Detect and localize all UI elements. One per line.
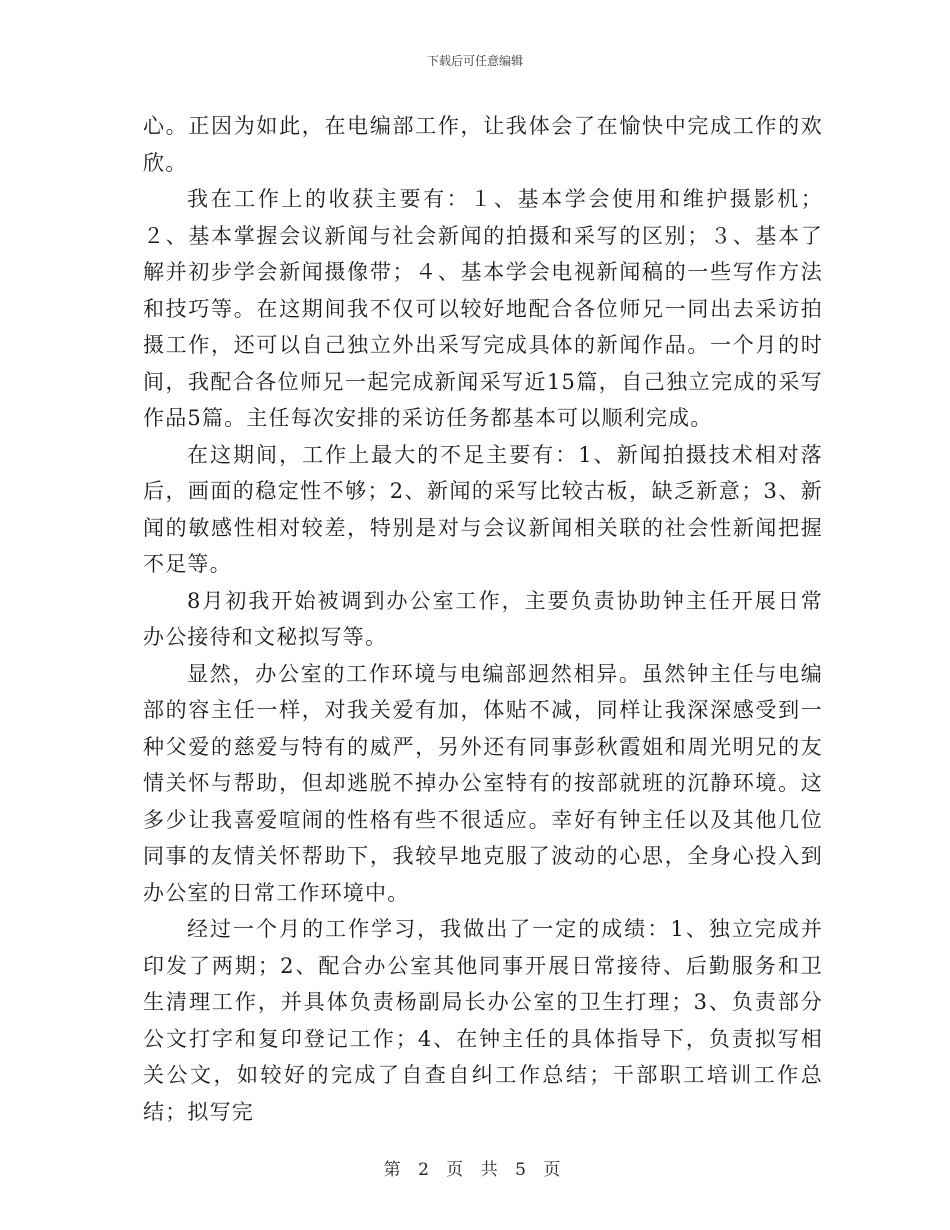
paragraph-1: 心。正因为如此，在电编部工作，让我体会了在愉快中完成工作的欢欣。	[143, 114, 823, 175]
page-number-footer: 第 2 页 共 5 页	[383, 1160, 567, 1180]
paragraph-3: 在这期间，工作上最大的不足主要有：1、新闻拍摄技术相对落后，画面的稳定性不够；2、新闻的采写比较古板，缺乏新意；3、新闻的敏感性相对较差，特别是对与会议新闻相关联的社会性新闻把握不足等。	[143, 442, 823, 576]
paragraph-4: 8月初我开始被调到办公室工作，主要负责协助钟主任开展日常办公接待和文秘拟写等。	[143, 588, 823, 649]
page-header: 下载后可任意编辑	[426, 54, 523, 68]
paragraph-6: 经过一个月的工作学习，我做出了一定的成绩：1、独立完成并印发了两期；2、配合办公室其他同事开展日常接待、后勤服务和卫生清理工作，并具体负责杨副局长办公室的卫生打理；3、负责部分公文打字和复印登记工作；4、在钟主任的具体指导下，负责拟写相关公文，如较好的完成了自查自纠工作总结；干部职工培训工作总结；拟写完	[143, 917, 823, 1124]
document-body	[143, 108, 823, 1130]
paragraph-2: 我在工作上的收获主要有：１、基本学会使用和维护摄影机；２、基本掌握会议新闻与社会新闻的拍摄和采写的区别；３、基本了解并初步学会新闻摄像带；４、基本学会电视新闻稿的一些写作方法和技巧等。在这期间我不仅可以较好地配合各位师兄一同出去采访拍摄工作，还可以自己独立外出采写完成具体的新闻作品。一个月的时间，我配合各位师兄一起完成新闻采写近15篇，自己独立完成的采写作品5篇。主任每次安排的采访任务都基本可以顺利完成。	[143, 187, 823, 430]
paragraph-5: 显然，办公室的工作环境与电编部迥然相异。虽然钟主任与电编部的容主任一样，对我关爱有加，体贴不减，同样让我深深感受到一种父爱的慈爱与特有的威严，另外还有同事彭秋霞姐和周光明兄的友情关怀与帮助，但却逃脱不掉办公室特有的按部就班的沉静环境。这多少让我喜爱喧闹的性格有些不很适应。幸好有钟主任以及其他几位同事的友情关怀帮助下，我较早地克服了波动的心思，全身心投入到办公室的日常工作环境中。	[143, 661, 823, 905]
